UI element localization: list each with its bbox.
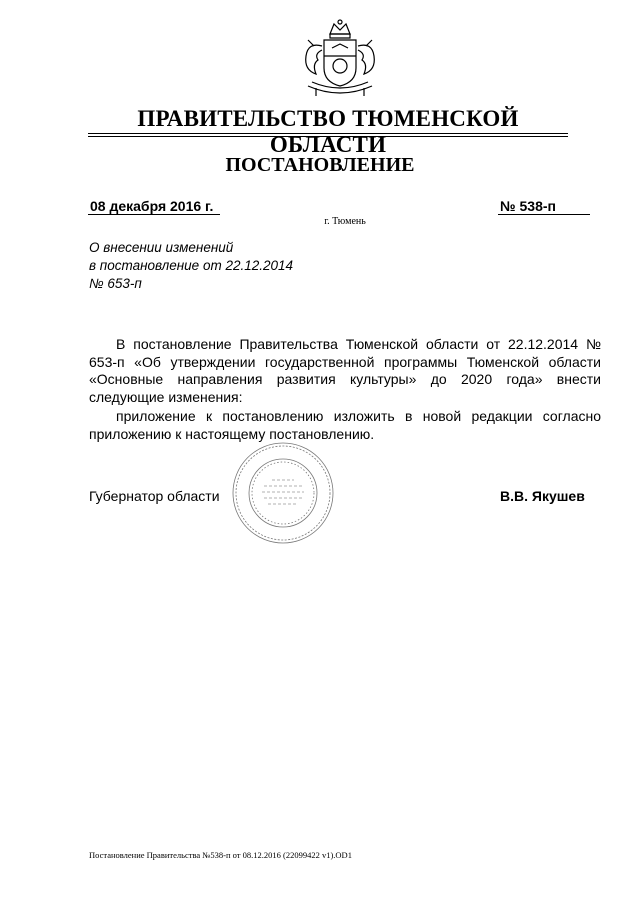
- document-number: № 538-п: [500, 198, 556, 214]
- seal-stamp-icon: [230, 440, 336, 546]
- date-underline: [88, 214, 220, 215]
- body-paragraph: В постановление Правительства Тюменской области от 22.12.2014 № 653-п «Об утверждении государственной программы Тюменской области «Основные направления развития культуры» до 2020 года» внести следующие изменения:: [89, 336, 601, 405]
- signatory-title: Губернатор области: [89, 488, 220, 504]
- header-rule: [88, 133, 568, 134]
- subject-line: в постановление от 22.12.2014: [89, 258, 294, 273]
- document-type-title: ПОСТАНОВЛЕНИЕ: [225, 154, 415, 176]
- number-underline: [498, 214, 590, 215]
- document-city: г. Тюмень: [324, 216, 366, 227]
- document-subject: [89, 239, 293, 293]
- signatory-name: В.В. Якушев: [500, 488, 585, 504]
- body-paragraph: приложение к постановлению изложить в новой редакции согласно приложению к настоящему постановлению.: [89, 408, 601, 442]
- subject-line: О внесении изменений: [89, 240, 234, 255]
- document-date: 08 декабря 2016 г.: [90, 198, 214, 214]
- organization-title: ПРАВИТЕЛЬСТВО ТЮМЕНСКОЙ ОБЛАСТИ: [137, 106, 519, 157]
- coat-of-arms-icon: [294, 16, 386, 102]
- document-footer: Постановление Правительства №538-п от 08.12.2016 (22099422 v1).OD1: [89, 850, 352, 860]
- header-rule-secondary: [88, 136, 568, 137]
- subject-line: № 653-п: [89, 276, 142, 291]
